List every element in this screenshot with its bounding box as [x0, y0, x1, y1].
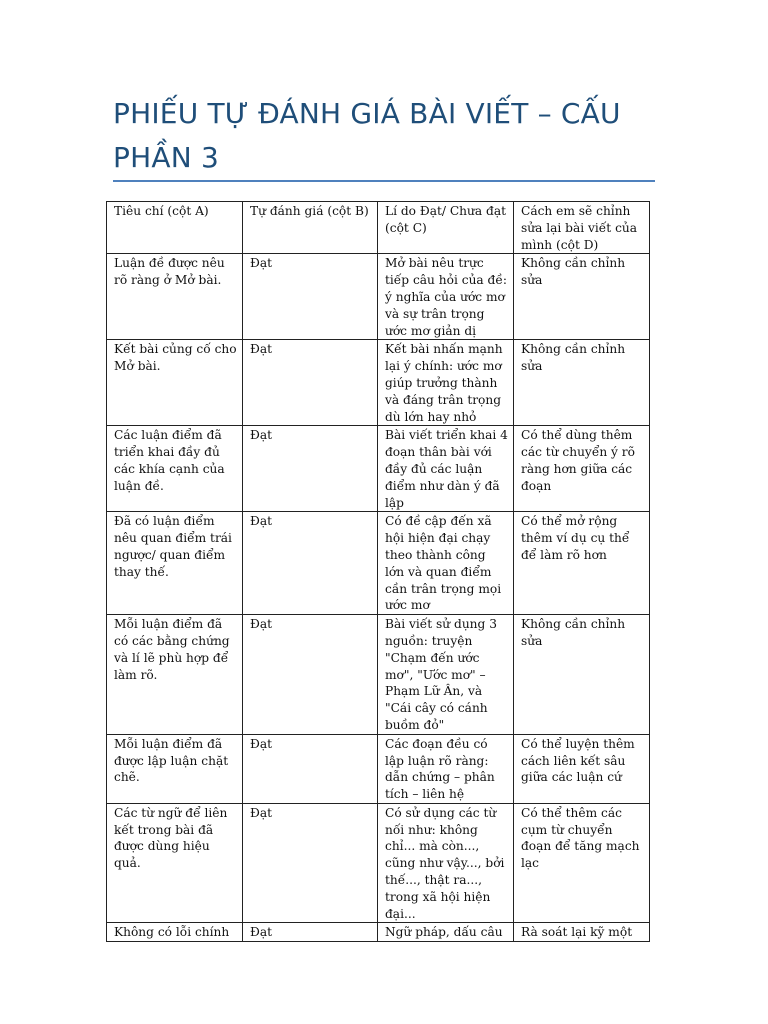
- revision-cell: Có thể thêm các cụm từ chuyển đoạn để tăng mạch lạc: [514, 803, 650, 923]
- revision-cell: Có thể mở rộng thêm ví dụ cụ thể để làm rõ hơn: [514, 512, 650, 615]
- table-row: [107, 340, 650, 426]
- header-cell: Tự đánh giá (cột B): [243, 202, 378, 254]
- self-assessment-cell: Đạt: [243, 734, 378, 803]
- table-row: [107, 254, 650, 340]
- revision-cell: Không cần chỉnh sửa: [514, 340, 650, 426]
- self-assessment-table: [106, 201, 650, 942]
- self-assessment-cell: Đạt: [243, 340, 378, 426]
- revision-cell: Có thể luyện thêm cách liên kết sâu giữa các luận cứ: [514, 734, 650, 803]
- criteria-cell: Các luận điểm đã triển khai đầy đủ các khía cạnh của luận đề.: [107, 426, 243, 512]
- reason-cell: Có sử dụng các từ nối như: không chỉ... mà còn..., cũng như vậy..., bởi thế..., thật ra..., trong xã hội hiện đại...: [378, 803, 514, 923]
- revision-cell: Không cần chỉnh sửa: [514, 254, 650, 340]
- criteria-cell: Mỗi luận điểm đã được lập luận chặt chẽ.: [107, 734, 243, 803]
- reason-cell: Các đoạn đều có lập luận rõ ràng: dẫn chứng – phân tích – liên hệ: [378, 734, 514, 803]
- header-cell: Cách em sẽ chỉnh sửa lại bài viết của mình (cột D): [514, 202, 650, 254]
- self-assessment-cell: Đạt: [243, 615, 378, 735]
- table-row: [107, 923, 650, 942]
- criteria-cell: Các từ ngữ để liên kết trong bài đã được dùng hiệu quả.: [107, 803, 243, 923]
- reason-cell: Có đề cập đến xã hội hiện đại chạy theo thành công lớn và quan điểm cần trân trọng mọi ước mơ: [378, 512, 514, 615]
- header-cell: Lí do Đạt/ Chưa đạt (cột C): [378, 202, 514, 254]
- reason-cell: Kết bài nhấn mạnh lại ý chính: ước mơ giúp trưởng thành và đáng trân trọng dù lớn hay nhỏ: [378, 340, 514, 426]
- reason-cell: Ngữ pháp, dấu câu: [378, 923, 514, 942]
- table-row: [107, 426, 650, 512]
- table-row: [107, 615, 650, 735]
- self-assessment-cell: Đạt: [243, 254, 378, 340]
- criteria-cell: Mỗi luận điểm đã có các bằng chứng và lí lẽ phù hợp để làm rõ.: [107, 615, 243, 735]
- title-underline: [113, 180, 655, 182]
- self-assessment-cell: Đạt: [243, 803, 378, 923]
- revision-cell: Không cần chỉnh sửa: [514, 615, 650, 735]
- document-title: PHIẾU TỰ ĐÁNH GIÁ BÀI VIẾT – CẤU PHẦN 3: [113, 97, 621, 174]
- table-header-row: [107, 202, 650, 254]
- header-cell: Tiêu chí (cột A): [107, 202, 243, 254]
- criteria-cell: Không có lỗi chính: [107, 923, 243, 942]
- criteria-cell: Luận đề được nêu rõ ràng ở Mở bài.: [107, 254, 243, 340]
- table-row: [107, 803, 650, 923]
- criteria-cell: Đã có luận điểm nêu quan điểm trái ngược/ quan điểm thay thế.: [107, 512, 243, 615]
- reason-cell: Bài viết sử dụng 3 nguồn: truyện "Chạm đến ước mơ", "Ước mơ" – Phạm Lữ Ân, và "Cái cây có cánh buồm đỏ": [378, 615, 514, 735]
- table-row: [107, 512, 650, 615]
- reason-cell: Mở bài nêu trực tiếp câu hỏi của đề: ý nghĩa của ước mơ và sự trân trọng ước mơ giản dị: [378, 254, 514, 340]
- self-assessment-cell: Đạt: [243, 512, 378, 615]
- self-assessment-cell: Đạt: [243, 426, 378, 512]
- revision-cell: Có thể dùng thêm các từ chuyển ý rõ ràng hơn giữa các đoạn: [514, 426, 650, 512]
- criteria-cell: Kết bài củng cố cho Mở bài.: [107, 340, 243, 426]
- self-assessment-cell: Đạt: [243, 923, 378, 942]
- reason-cell: Bài viết triển khai 4 đoạn thân bài với đầy đủ các luận điểm như dàn ý đã lập: [378, 426, 514, 512]
- revision-cell: Rà soát lại kỹ một: [514, 923, 650, 942]
- table-row: [107, 734, 650, 803]
